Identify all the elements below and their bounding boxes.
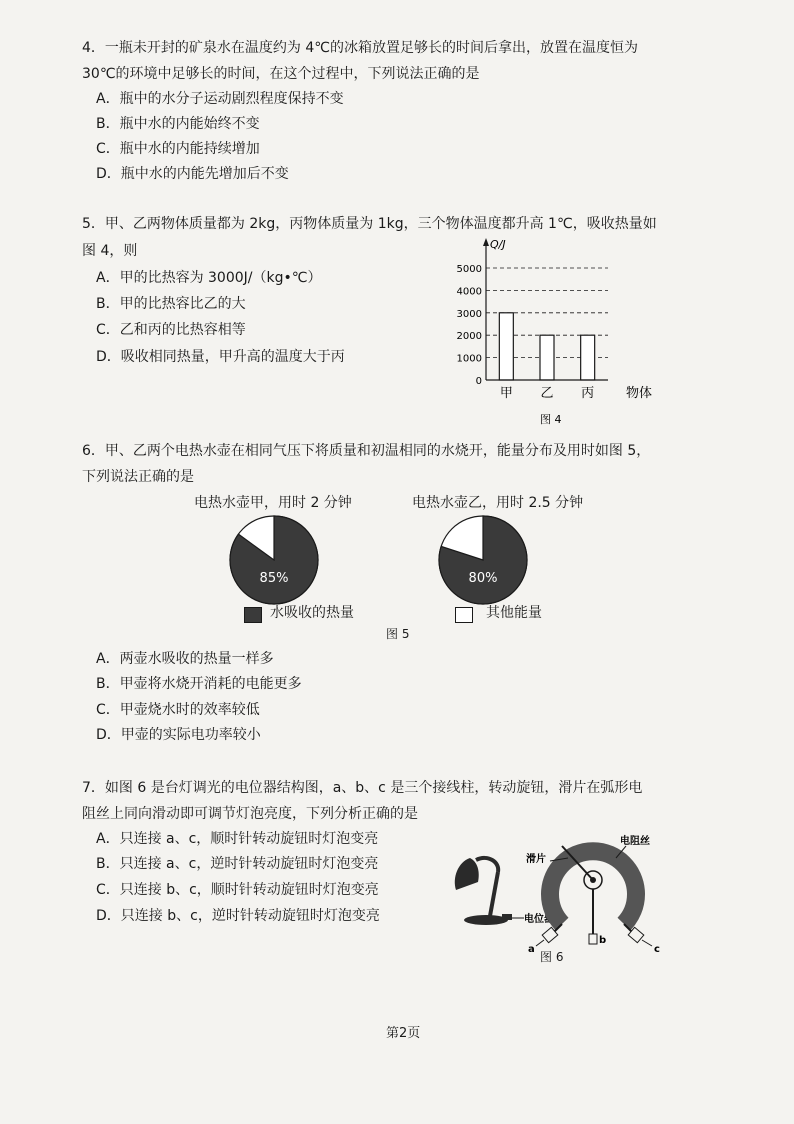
y-tick-label: 5000 xyxy=(456,264,482,275)
slider-label: 滑片 xyxy=(526,854,546,865)
q6-option-d: D．甲壶的实际电功率较小 xyxy=(96,727,261,743)
q7-option-c: C．只连接 b、c，顺时针转动旋钮时灯泡变亮 xyxy=(96,882,379,898)
wire-label: 电阻丝 xyxy=(620,836,650,847)
page-number: 第2页 xyxy=(386,1026,421,1041)
pot-label: 电位器 xyxy=(524,914,554,925)
bar-1 xyxy=(540,335,554,380)
q5-option-a: A．甲的比热容为 3000J/（kg•℃） xyxy=(96,270,322,286)
x-axis-label: 物体 xyxy=(626,386,653,401)
x-category-label: 丙 xyxy=(581,386,595,401)
legend-other-label: 其他能量 xyxy=(486,605,542,621)
q5-stem-2: 图 4，则 xyxy=(82,243,138,259)
q5-option-d: D．吸收相同热量，甲升高的温度大于丙 xyxy=(96,349,345,365)
y-tick-label: 2000 xyxy=(456,331,482,343)
figure-4-bar-chart xyxy=(440,228,670,428)
terminal-a-label: a xyxy=(528,944,535,955)
y-tick-label: 1000 xyxy=(456,353,482,365)
pie-left-title: 电热水壶甲，用时 2 分钟 xyxy=(194,495,352,511)
pie-chart-kettle-a xyxy=(228,514,320,606)
q6-option-c: C．甲壶烧水时的效率较低 xyxy=(96,702,260,718)
y-tick-label: 4000 xyxy=(456,286,482,298)
q7-option-d: D．只连接 b、c，逆时针转动旋钮时灯泡变亮 xyxy=(96,908,380,924)
q6-stem-2: 下列说法正确的是 xyxy=(82,469,194,485)
figure-5-caption: 图 5 xyxy=(386,627,410,641)
figure-4-caption: 图 4 xyxy=(540,413,562,426)
terminal-b-label: b xyxy=(599,935,607,946)
terminal-c-label: c xyxy=(654,944,660,955)
x-category-label: 甲 xyxy=(499,386,513,401)
y-tick-label: 0 xyxy=(475,376,482,387)
y-axis-arrow xyxy=(483,238,489,246)
q4-option-d: D．瓶中水的内能先增加后不变 xyxy=(96,166,289,182)
legend-other-swatch xyxy=(455,607,473,623)
q6-stem-1: 6．甲、乙两个电热水壶在相同气压下将质量和初温相同的水烧开，能量分布及用时如图 5， xyxy=(82,443,651,459)
q5-option-b: B．甲的比热容比乙的大 xyxy=(96,296,246,312)
q6-option-a: A．两壶水吸收的热量一样多 xyxy=(96,651,274,667)
q4-option-c: C．瓶中水的内能持续增加 xyxy=(96,141,260,157)
q7-option-b: B．只连接 a、c，逆时针转动旋钮时灯泡变亮 xyxy=(96,856,379,872)
q4-option-a: A．瓶中的水分子运动剧烈程度保持不变 xyxy=(96,91,344,107)
y-tick-label: 3000 xyxy=(456,308,482,320)
potentiometer-body xyxy=(536,846,652,946)
q6-option-b: B．甲壶将水烧开消耗的电能更多 xyxy=(96,676,302,692)
q4-option-b: B．瓶中水的内能始终不变 xyxy=(96,116,260,132)
q5-stem-1: 5．甲、乙两物体质量都为 2kg，丙物体质量为 1kg，三个物体温度都升高 1℃，吸收热量如 xyxy=(82,216,657,232)
y-axis-label: Q/J xyxy=(490,238,506,251)
desk-lamp-icon xyxy=(455,858,512,925)
bar-2 xyxy=(581,335,595,380)
pie-chart-kettle-b xyxy=(437,514,529,606)
figure-6-caption: 图 6 xyxy=(540,950,564,964)
pie-right-label: 80% xyxy=(468,571,498,586)
pie-left-label: 85% xyxy=(259,571,289,586)
figure-6-potentiometer xyxy=(440,828,680,966)
q5-option-c: C．乙和丙的比热容相等 xyxy=(96,322,246,338)
legend-water-swatch xyxy=(244,607,262,623)
q4-stem-1: 4．一瓶未开封的矿泉水在温度约为 4℃的冰箱放置足够长的时间后拿出，放置在温度恒为 xyxy=(82,40,638,56)
bar-0 xyxy=(499,313,513,380)
q7-stem-1: 7．如图 6 是台灯调光的电位器结构图，a、b、c 是三个接线柱，转动旋钮，滑片在弧形电 xyxy=(82,780,643,796)
pie-right-title: 电热水壶乙，用时 2.5 分钟 xyxy=(412,495,584,511)
q4-stem-2: 30℃的环境中足够长的时间，在这个过程中，下列说法正确的是 xyxy=(82,66,480,82)
q7-option-a: A．只连接 a、c，顺时针转动旋钮时灯泡变亮 xyxy=(96,831,379,847)
q7-stem-2: 阻丝上同向滑动即可调节灯泡亮度，下列分析正确的是 xyxy=(82,806,418,822)
legend-water-label: 水吸收的热量 xyxy=(270,605,354,621)
x-category-label: 乙 xyxy=(540,386,554,401)
